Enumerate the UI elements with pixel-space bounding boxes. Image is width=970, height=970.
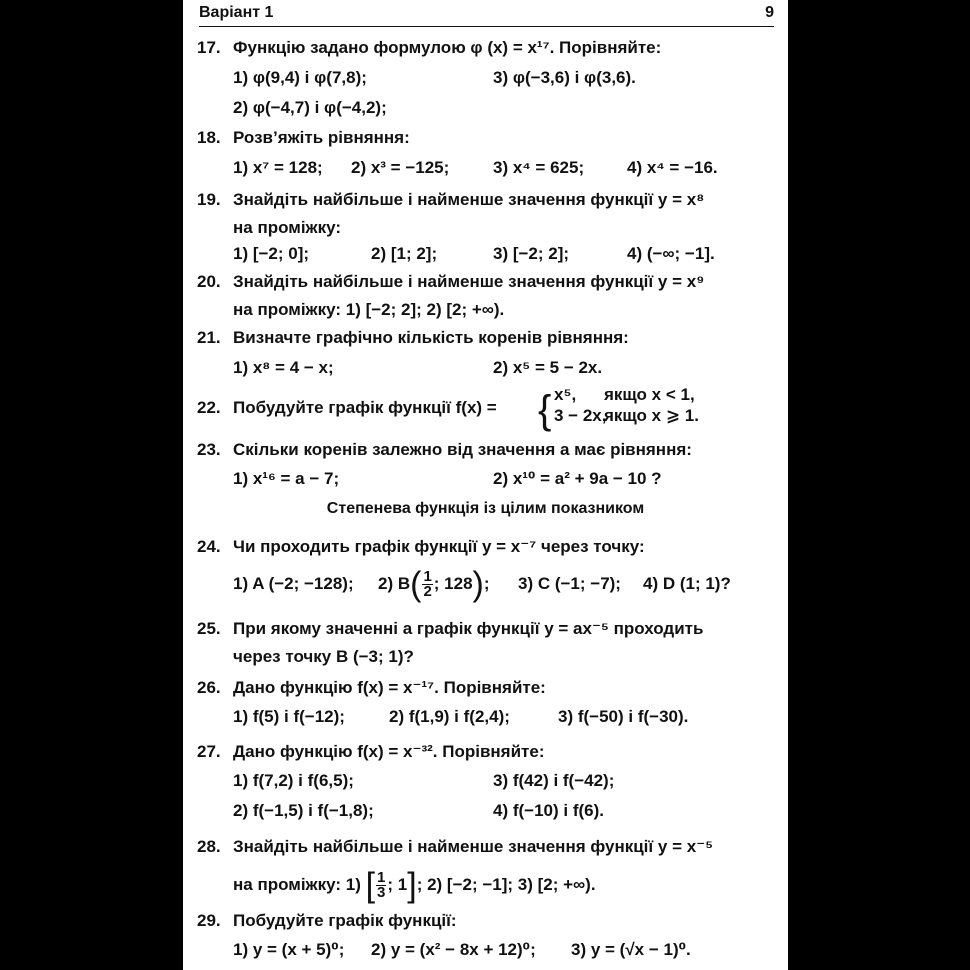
- problem-statement: Побудуйте графік функції f(x) =: [233, 398, 497, 417]
- problem-22: [183, 385, 788, 432]
- problem-statement: Побудуйте графік функції:: [233, 911, 457, 930]
- piece-1-expression: x⁵,: [554, 385, 577, 404]
- problem-statement-continued: на проміжку:: [233, 218, 342, 237]
- problem-23: [183, 436, 788, 464]
- problem-statement-continued: на проміжку: 1) [−2; 2]; 2) [2; +∞).: [233, 300, 505, 319]
- problem-25: [183, 615, 788, 643]
- fraction: [422, 570, 432, 599]
- problem-statement: Знайдіть найбільше і найменше значення функції y = x⁹: [233, 272, 705, 291]
- problem-statement-continued: через точку B (−3; 1)?: [233, 647, 414, 666]
- problem-17-options-row-1: [183, 64, 788, 92]
- problem-statement: Знайдіть найбільше і найменше значення функції y = x⁻⁵: [233, 837, 714, 856]
- option-1: 1) A (−2; −128);: [233, 574, 354, 593]
- problem-27: [183, 738, 788, 766]
- problem-statement: Дано функцію f(x) = x⁻³². Порівняйте:: [233, 742, 545, 761]
- option-2: 2) y = (x² − 8x + 12)⁰;: [371, 940, 536, 959]
- option-2: 2) f(−1,5) і f(−1,8);: [233, 801, 374, 820]
- problem-29-options: [183, 936, 788, 964]
- problem-29: [183, 907, 788, 935]
- right-bracket: ]: [407, 866, 417, 905]
- problem-number: 23.: [197, 440, 221, 459]
- option-3: 3) [−2; 2];: [493, 244, 570, 263]
- problem-27-options-row-2: [183, 797, 788, 825]
- problem-26-options: [183, 703, 788, 731]
- option-1: 1) [−2; 0];: [233, 244, 310, 263]
- problem-statement-continued: на проміжку: 1) [ $\frac{1}{3}$ ; 1]; 2) [−2; −1]; 3) [2; +∞).: [233, 866, 596, 905]
- option-2: 2) x⁵ = 5 − 2x.: [493, 358, 603, 377]
- problem-statement: Дано функцію f(x) = x⁻¹⁷. Порівняйте:: [233, 678, 546, 697]
- right-paren: ): [472, 565, 484, 604]
- option-1: 1) f(5) і f(−12);: [233, 707, 345, 726]
- fraction-numerator: 1: [423, 568, 432, 586]
- problem-statement: Чи проходить графік функції y = x⁻⁷ через точку:: [233, 537, 645, 556]
- option-2: 2) x³ = −125;: [351, 158, 450, 177]
- option-2: 2) x¹⁰ = a² + 9a − 10 ?: [493, 469, 662, 488]
- problem-statement: Знайдіть найбільше і найменше значення функції y = x⁸: [233, 190, 705, 209]
- option-3: 3) C (−1; −7);: [518, 574, 621, 593]
- variant-label: Варіант 1: [199, 4, 274, 21]
- problem-24-options: [183, 565, 788, 604]
- option-4: 4) x⁴ = −16.: [627, 158, 718, 177]
- problem-number: 17.: [197, 38, 221, 57]
- interval-end: ; 1: [387, 875, 408, 894]
- running-header: [199, 2, 774, 27]
- problem-20-statement-cont: [183, 296, 788, 324]
- option-2: 2) B( $\frac{1}{2}$ ; 128);: [378, 565, 490, 604]
- problem-20: [183, 268, 788, 296]
- option-4: 4) f(−10) і f(6).: [493, 801, 604, 820]
- option-1: 1) f(7,2) і f(6,5);: [233, 771, 354, 790]
- option-3: 3) φ(−3,6) і φ(3,6).: [493, 68, 636, 87]
- left-brace: {: [538, 388, 552, 432]
- option-2: 2) [1; 2];: [371, 244, 438, 263]
- fraction: [376, 871, 386, 900]
- problem-number: 22.: [197, 398, 221, 417]
- problem-number: 20.: [197, 272, 221, 291]
- option-2-label: 2) B: [378, 574, 411, 593]
- problem-25-statement-cont: [183, 643, 788, 671]
- problem-statement: При якому значенні a графік функції y = ax⁻⁵ проходить: [233, 619, 704, 638]
- problem-21: [183, 324, 788, 352]
- left-paren: (: [410, 565, 422, 604]
- option-4: 4) (−∞; −1].: [627, 244, 715, 263]
- problem-number: 27.: [197, 742, 221, 761]
- problem-28-statement-cont: [183, 866, 788, 905]
- option-3: 3) f(−50) і f(−30).: [558, 707, 689, 726]
- problem-number: 24.: [197, 537, 221, 556]
- option-1: 1) x⁷ = 128;: [233, 158, 323, 177]
- section-heading: Степенева функція із цілим показником: [326, 500, 645, 517]
- piece-1-condition: якщо x < 1,: [604, 385, 695, 404]
- problem-24: [183, 533, 788, 561]
- problem-27-options-row-1: [183, 767, 788, 795]
- other-intervals: 2) [−2; −1]; 3) [2; +∞).: [427, 875, 596, 894]
- problem-17-options-row-2: [183, 94, 788, 122]
- option-3: 3) f(42) і f(−42);: [493, 771, 615, 790]
- interval-intro: на проміжку: 1): [233, 875, 361, 894]
- piece-2-condition: якщо x ⩾ 1.: [604, 406, 699, 425]
- problem-23-options: [183, 465, 788, 493]
- problem-number: 29.: [197, 911, 221, 930]
- option-1: 1) φ(9,4) і φ(7,8);: [233, 68, 367, 87]
- option-1: 1) x⁸ = 4 − x;: [233, 358, 334, 377]
- option-4: 4) D (1; 1)?: [643, 574, 731, 593]
- problem-number: 19.: [197, 190, 221, 209]
- problem-statement: Розв’яжіть рівняння:: [233, 128, 410, 147]
- page-number: 9: [765, 4, 774, 21]
- option-1: 1) y = (x + 5)⁰;: [233, 940, 345, 959]
- fraction-numerator: 1: [377, 869, 386, 887]
- problem-19: [183, 186, 788, 214]
- problem-statement: Визначте графічно кількість коренів рівняння:: [233, 328, 629, 347]
- option-3: 3) y = (√x − 1)⁰.: [571, 940, 691, 959]
- option-2: 2) φ(−4,7) і φ(−4,2);: [233, 98, 387, 117]
- piece-2-expression: 3 − 2x,: [554, 406, 607, 425]
- textbook-page: [183, 0, 788, 970]
- problem-19-options: [183, 240, 788, 268]
- problem-number: 18.: [197, 128, 221, 147]
- left-bracket: [: [365, 866, 376, 905]
- fraction-denominator: 2: [423, 583, 432, 601]
- option-3: 3) x⁴ = 625;: [493, 158, 585, 177]
- problem-17: [183, 34, 788, 62]
- problem-number: 28.: [197, 837, 221, 856]
- option-2-rest: ; 128: [433, 574, 473, 593]
- problem-18: [183, 124, 788, 152]
- problem-number: 21.: [197, 328, 221, 347]
- problem-26: [183, 674, 788, 702]
- problem-18-options: [183, 154, 788, 182]
- problem-statement: Функцію задано формулою φ (x) = x¹⁷. Порівняйте:: [233, 38, 662, 57]
- problem-number: 25.: [197, 619, 221, 638]
- fraction-denominator: 3: [377, 884, 386, 902]
- problem-19-statement-cont: [183, 214, 788, 242]
- problem-28: [183, 833, 788, 861]
- problem-statement: Скільки коренів залежно від значення a має рівняння:: [233, 440, 692, 459]
- option-2: 2) f(1,9) і f(2,4);: [389, 707, 510, 726]
- option-1: 1) x¹⁶ = a − 7;: [233, 469, 340, 488]
- problem-number: 26.: [197, 678, 221, 697]
- problem-21-options: [183, 354, 788, 382]
